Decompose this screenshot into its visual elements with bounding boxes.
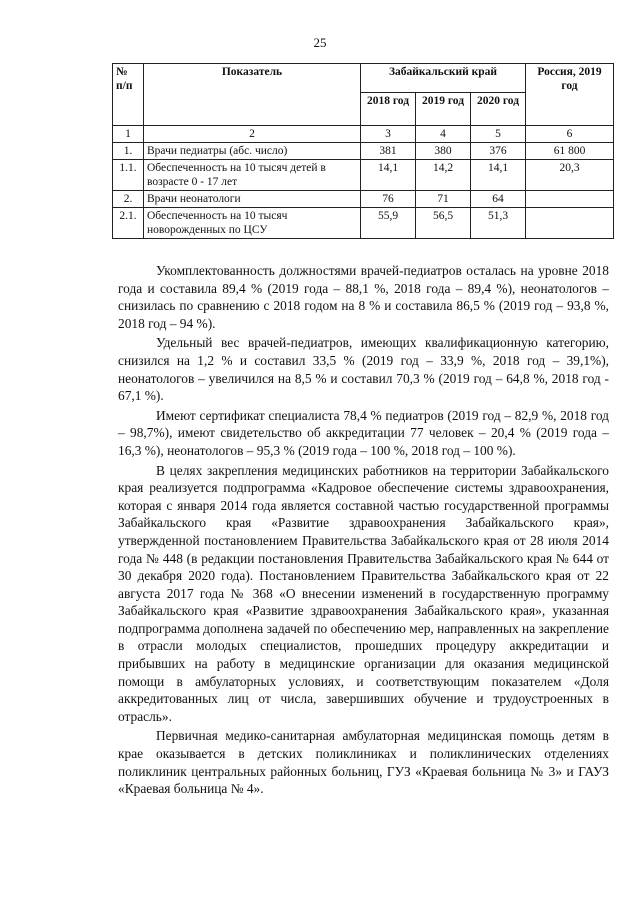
row-value-russia [526, 191, 614, 208]
table-row [113, 191, 614, 208]
header-year-2019: 2019 год [416, 93, 471, 126]
table-header-row [113, 64, 614, 93]
table-row [113, 160, 614, 191]
header-year-2020: 2020 год [471, 93, 526, 126]
row-num: 1.1. [113, 160, 144, 191]
row-value-russia [526, 208, 614, 239]
row-value-2018: 76 [361, 191, 416, 208]
row-num: 2. [113, 191, 144, 208]
row-value-russia: 61 800 [526, 143, 614, 160]
row-value-2019: 56,5 [416, 208, 471, 239]
row-value-russia: 20,3 [526, 160, 614, 191]
row-value-2018: 381 [361, 143, 416, 160]
body-text [118, 262, 609, 800]
paragraph-qualification: Удельный вес врачей-педиатров, имеющих квалификационную категорию, снизился на 1,2 % и составил 33,5 % (2019 год – 33,9 %, 2018 год – 39,1%), неонатологов – увеличился на 8,5 % и составил 70,3 % (2019 год – 64,8 %, 2018 год - 67,1 %). [118, 335, 609, 404]
colnum-cell: 1 [113, 126, 144, 143]
colnum-cell: 5 [471, 126, 526, 143]
row-value-2020: 14,1 [471, 160, 526, 191]
row-value-2018: 55,9 [361, 208, 416, 239]
row-label: Обеспеченность на 10 тысяч детей в возрасте 0 - 17 лет [144, 160, 361, 191]
colnum-cell: 4 [416, 126, 471, 143]
row-label: Врачи педиатры (абс. число) [144, 143, 361, 160]
paragraph-staffing: Укомплектованность должностями врачей-педиатров осталась на уровне 2018 года и составила 89,4 % (2019 года – 88,1 %, 2018 года – 89,4 %), неонатологов – снизилась по сравнению с 2018 годом на 8 % и составила 86,5 % (2019 год – 93,8 %, 2018 год – 94 %). [118, 263, 609, 331]
row-value-2019: 71 [416, 191, 471, 208]
statistics-table [112, 63, 614, 239]
page-number: 25 [313, 35, 327, 50]
table-row [113, 208, 614, 239]
table-row [113, 143, 614, 160]
header-region: Забайкальский край [361, 64, 526, 93]
row-value-2019: 380 [416, 143, 471, 160]
paragraph-subprogram: В целях закрепления медицинских работников на территории Забайкальского края реализуется подпрограмма «Кадровое обеспечение системы здравоохранения, которая с января 2014 года является составной частью государственной программы Забайкальского края «Развитие здравоохранения Забайкальского края», утвержденной постановлением Правительства Забайкальского края от 28 июля 2014 года № 448 (в редакции постановления Правительства Забайкальского края № 644 от 30 декабря 2020 года). Постановлением Правительства Забайкальского края от 22 августа 2017 года № 368 «О внесении изменений в государственную программу Забайкальского края «Развитие здравоохранения Забайкальского края», указанная подпрограмма дополнена задачей по обеспечению мер, направленных на закрепление в отрасли молодых специалистов, прошедших процедуру аккредитации и прибывших на работу в медицинские организации для оказания медицинской помощи в амбулаторных условиях, и соответствующим показателем «Доля аккредитованных лиц от числа, завершивших обучение и трудоустроенных в отрасль». [118, 462, 609, 724]
row-num: 1. [113, 143, 144, 160]
paragraph-primary-care: Первичная медико-санитарная амбулаторная медицинская помощь детям в крае оказывается в детских поликлиниках и поликлинических отделениях поликлиник центральных районных больниц, ГУЗ «Краевая больница № 3» и ГАУЗ «Краевая больница № 4». [118, 728, 609, 797]
row-value-2020: 51,3 [471, 208, 526, 239]
colnum-cell: 2 [144, 126, 361, 143]
table-column-numbers-row [113, 126, 614, 143]
row-label: Обеспеченность на 10 тысяч новорожденных по ЦСУ [144, 208, 361, 239]
colnum-cell: 3 [361, 126, 416, 143]
row-value-2019: 14,2 [416, 160, 471, 191]
header-num: № п/п [113, 64, 144, 126]
row-num: 2.1. [113, 208, 144, 239]
header-year-2018: 2018 год [361, 93, 416, 126]
row-value-2020: 376 [471, 143, 526, 160]
row-value-2020: 64 [471, 191, 526, 208]
colnum-cell: 6 [526, 126, 614, 143]
header-russia: Россия, 2019 год [526, 64, 614, 126]
paragraph-certification: Имеют сертификат специалиста 78,4 % педиатров (2019 год – 82,9 %, 2018 год – 98,7%), имеют свидетельство об аккредитации 77 человек – 20,4 % (2019 года – 16,3 %), неонатологов – 95,3 % (2019 года – 100 %, 2018 год – 100 %). [118, 407, 609, 458]
row-label: Врачи неонатологи [144, 191, 361, 208]
row-value-2018: 14,1 [361, 160, 416, 191]
header-indicator: Показатель [144, 64, 361, 126]
